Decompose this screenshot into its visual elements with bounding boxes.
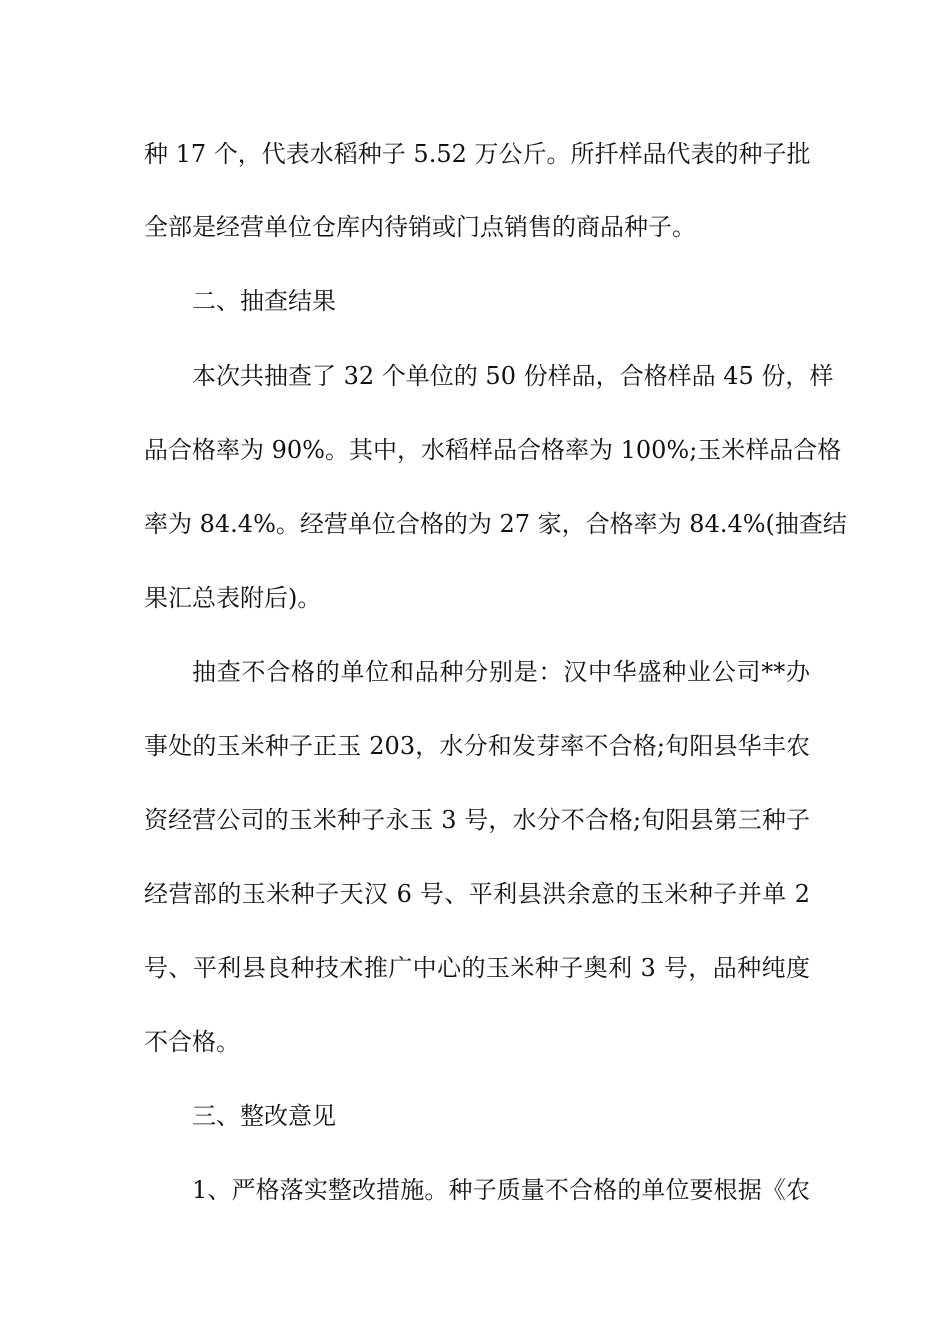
- paragraph-line: 1、严格落实整改措施。种子质量不合格的单位要根据《农: [192, 1176, 810, 1204]
- paragraph-line: 抽查不合格的单位和品种分别是：汉中华盛种业公司**办: [192, 658, 810, 686]
- paragraph-line: 不合格。: [144, 1028, 240, 1056]
- paragraph-line: 事处的玉米种子正玉 203，水分和发芽率不合格;旬阳县华丰农: [144, 732, 810, 760]
- paragraph-line: 号、平利县良种技术推广中心的玉米种子奥利 3 号，品种纯度: [144, 954, 810, 982]
- paragraph-line: 果汇总表附后)。: [144, 584, 322, 612]
- paragraph-line: 率为 84.4%。经营单位合格的为 27 家，合格率为 84.4%(抽查结: [144, 510, 847, 538]
- section-heading: 二、抽查结果: [192, 287, 336, 315]
- paragraph-line: 本次共抽查了 32 个单位的 50 份样品，合格样品 45 份，样: [192, 362, 834, 390]
- paragraph-line: 种 17 个，代表水稻种子 5.52 万公斤。所扦样品代表的种子批: [144, 140, 811, 168]
- section-heading: 三、整改意见: [192, 1102, 336, 1130]
- paragraph-line: 品合格率为 90%。其中，水稻样品合格率为 100%;玉米样品合格: [144, 436, 842, 464]
- paragraph-line: 资经营公司的玉米种子永玉 3 号，水分不合格;旬阳县第三种子: [144, 806, 810, 834]
- paragraph-line: 全部是经营单位仓库内待销或门点销售的商品种子。: [144, 213, 696, 241]
- paragraph-line: 经营部的玉米种子天汉 6 号、平利县洪余意的玉米种子并单 2: [144, 880, 810, 908]
